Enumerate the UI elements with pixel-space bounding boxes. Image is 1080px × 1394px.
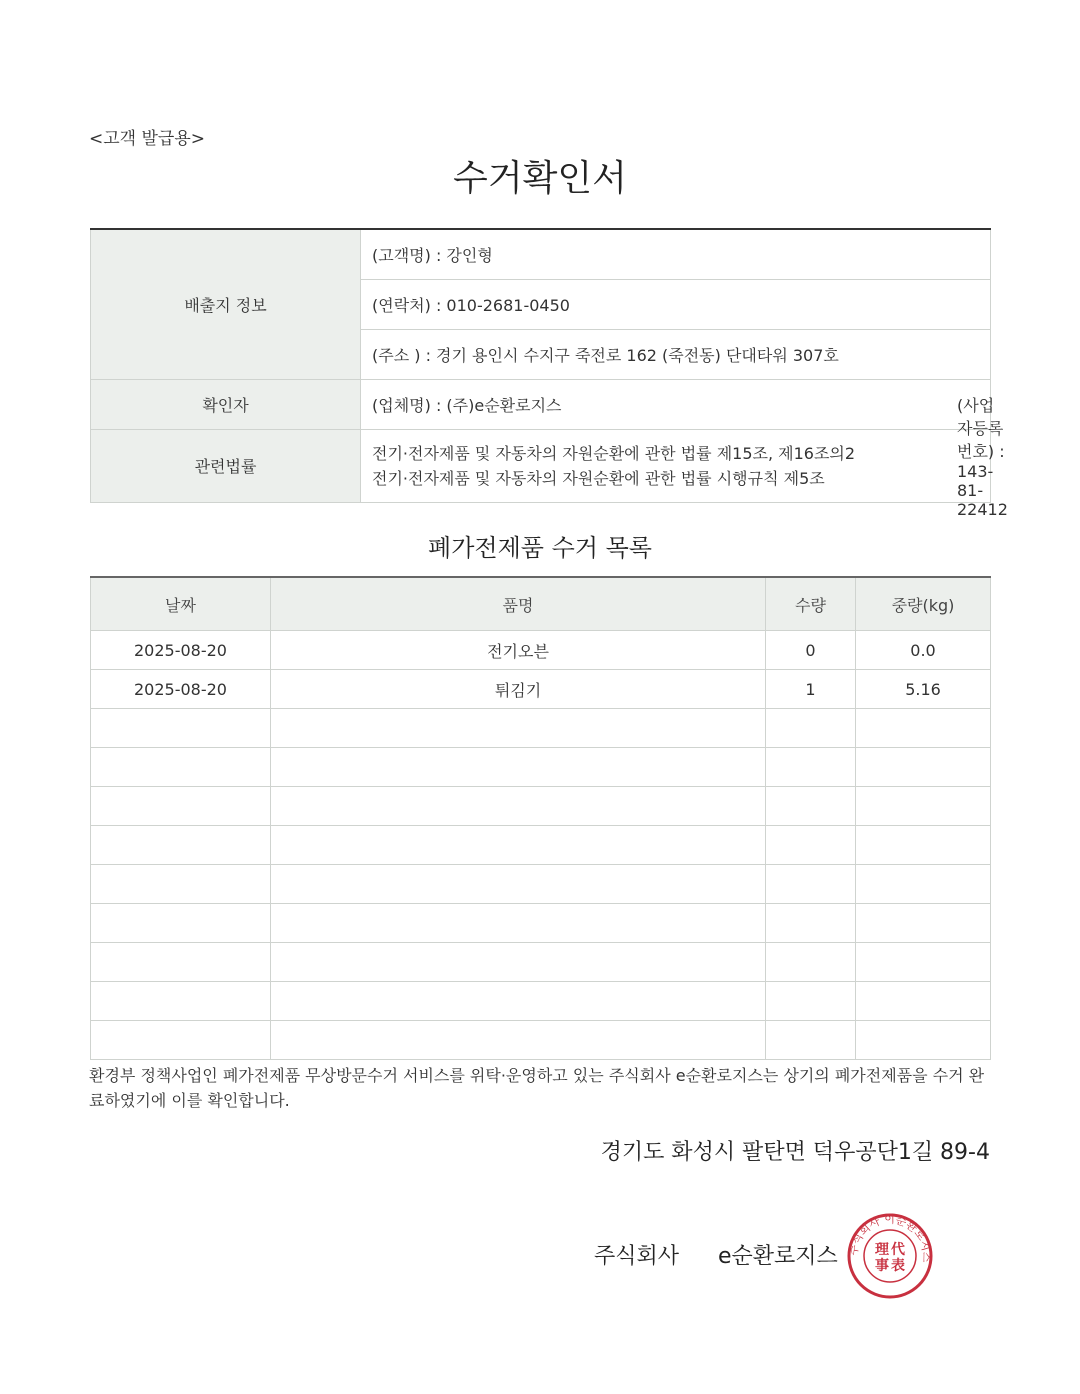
row-weight bbox=[856, 943, 991, 982]
info-table bbox=[90, 228, 1008, 519]
row-qty bbox=[766, 943, 856, 982]
row-weight bbox=[856, 787, 991, 826]
row-date bbox=[91, 1021, 271, 1060]
row-date bbox=[91, 865, 271, 904]
row-qty bbox=[766, 826, 856, 865]
row-weight bbox=[856, 709, 991, 748]
row-date bbox=[91, 943, 271, 982]
row-item bbox=[271, 1021, 766, 1060]
row-date bbox=[91, 709, 271, 748]
table-row bbox=[91, 982, 991, 1021]
document-title: 수거확인서 bbox=[453, 158, 627, 199]
row-date bbox=[91, 826, 271, 865]
table-row bbox=[91, 709, 991, 748]
row-qty bbox=[766, 1021, 856, 1060]
customer-name: (고객명) : 강인형 bbox=[361, 229, 991, 279]
table-row bbox=[91, 943, 991, 982]
row-date: 2025-08-20 bbox=[91, 670, 271, 709]
row-item bbox=[271, 709, 766, 748]
business-number: (사업자등록번호) : 143-81-22412 bbox=[957, 395, 1008, 519]
row-qty bbox=[766, 982, 856, 1021]
seal-char: 事 bbox=[875, 1258, 889, 1274]
table-row bbox=[91, 826, 991, 865]
row-item bbox=[271, 787, 766, 826]
row-date bbox=[91, 904, 271, 943]
confirmation-note: 환경부 정책사업인 폐가전제품 무상방문수거 서비스를 위탁·운영하고 있는 주식회사 e순환로지스는 상기의 폐가전제품을 수거 완료하였기에 이를 확인합니다. bbox=[89, 1066, 985, 1110]
list-title: 폐가전제품 수거 목록 bbox=[428, 534, 652, 562]
company-seal bbox=[846, 1212, 934, 1300]
table-row bbox=[91, 631, 991, 670]
confirmer-label: 확인자 bbox=[91, 379, 361, 429]
row-item: 튀김기 bbox=[271, 670, 766, 709]
company-address: 경기도 화성시 팔탄면 덕우공단1길 89-4 bbox=[600, 1140, 990, 1165]
row-weight bbox=[856, 826, 991, 865]
row-qty bbox=[766, 787, 856, 826]
row-item bbox=[271, 904, 766, 943]
copy-label: <고객 발급용> bbox=[89, 129, 206, 149]
collection-list-table bbox=[90, 576, 991, 1060]
row-weight: 0.0 bbox=[856, 631, 991, 670]
law-line-1: 전기·전자제품 및 자동차의 자원순환에 관한 법률 제15조, 제16조의2 bbox=[372, 443, 856, 463]
table-row bbox=[91, 904, 991, 943]
seal-char: 代 bbox=[891, 1242, 905, 1258]
table-row bbox=[91, 1021, 991, 1060]
row-weight bbox=[856, 748, 991, 787]
law-label: 관련법률 bbox=[91, 429, 361, 502]
table-row bbox=[91, 787, 991, 826]
discharge-info-label: 배출지 정보 bbox=[91, 229, 361, 379]
seal-outer-text: 주식회사 이순환로지스 bbox=[846, 1212, 934, 1263]
table-row bbox=[91, 865, 991, 904]
row-date bbox=[91, 787, 271, 826]
row-qty bbox=[766, 865, 856, 904]
seal-char: 理 bbox=[875, 1242, 889, 1258]
header-item: 품명 bbox=[271, 577, 766, 631]
row-qty bbox=[766, 748, 856, 787]
row-qty: 1 bbox=[766, 670, 856, 709]
row-item: 전기오븐 bbox=[271, 631, 766, 670]
header-date: 날짜 bbox=[91, 577, 271, 631]
company-prefix: 주식회사 bbox=[594, 1244, 680, 1269]
header-qty: 수량 bbox=[766, 577, 856, 631]
row-qty bbox=[766, 709, 856, 748]
row-item bbox=[271, 748, 766, 787]
row-weight bbox=[856, 982, 991, 1021]
row-date bbox=[91, 748, 271, 787]
table-row bbox=[91, 670, 991, 709]
signing-company-name: e순환로지스 bbox=[718, 1244, 838, 1269]
company-name-field: (업체명) : (주)e순환로지스 bbox=[372, 395, 562, 415]
row-qty bbox=[766, 904, 856, 943]
customer-address: (주소 ) : 경기 용인시 수지구 죽전로 162 (죽전동) 단대타워 307호 bbox=[361, 329, 991, 379]
row-weight bbox=[856, 904, 991, 943]
row-item bbox=[271, 865, 766, 904]
row-date bbox=[91, 982, 271, 1021]
customer-contact: (연락처) : 010-2681-0450 bbox=[361, 279, 991, 329]
seal-char: 表 bbox=[891, 1258, 905, 1274]
row-date: 2025-08-20 bbox=[91, 631, 271, 670]
header-weight: 중량(kg) bbox=[856, 577, 991, 631]
row-weight bbox=[856, 1021, 991, 1060]
row-item bbox=[271, 943, 766, 982]
row-item bbox=[271, 982, 766, 1021]
law-cell bbox=[361, 429, 991, 502]
row-qty: 0 bbox=[766, 631, 856, 670]
row-item bbox=[271, 826, 766, 865]
row-weight bbox=[856, 865, 991, 904]
law-line-2: 전기·전자제품 및 자동차의 자원순환에 관한 법률 시행규칙 제5조 bbox=[372, 468, 825, 488]
table-row bbox=[91, 748, 991, 787]
row-weight: 5.16 bbox=[856, 670, 991, 709]
